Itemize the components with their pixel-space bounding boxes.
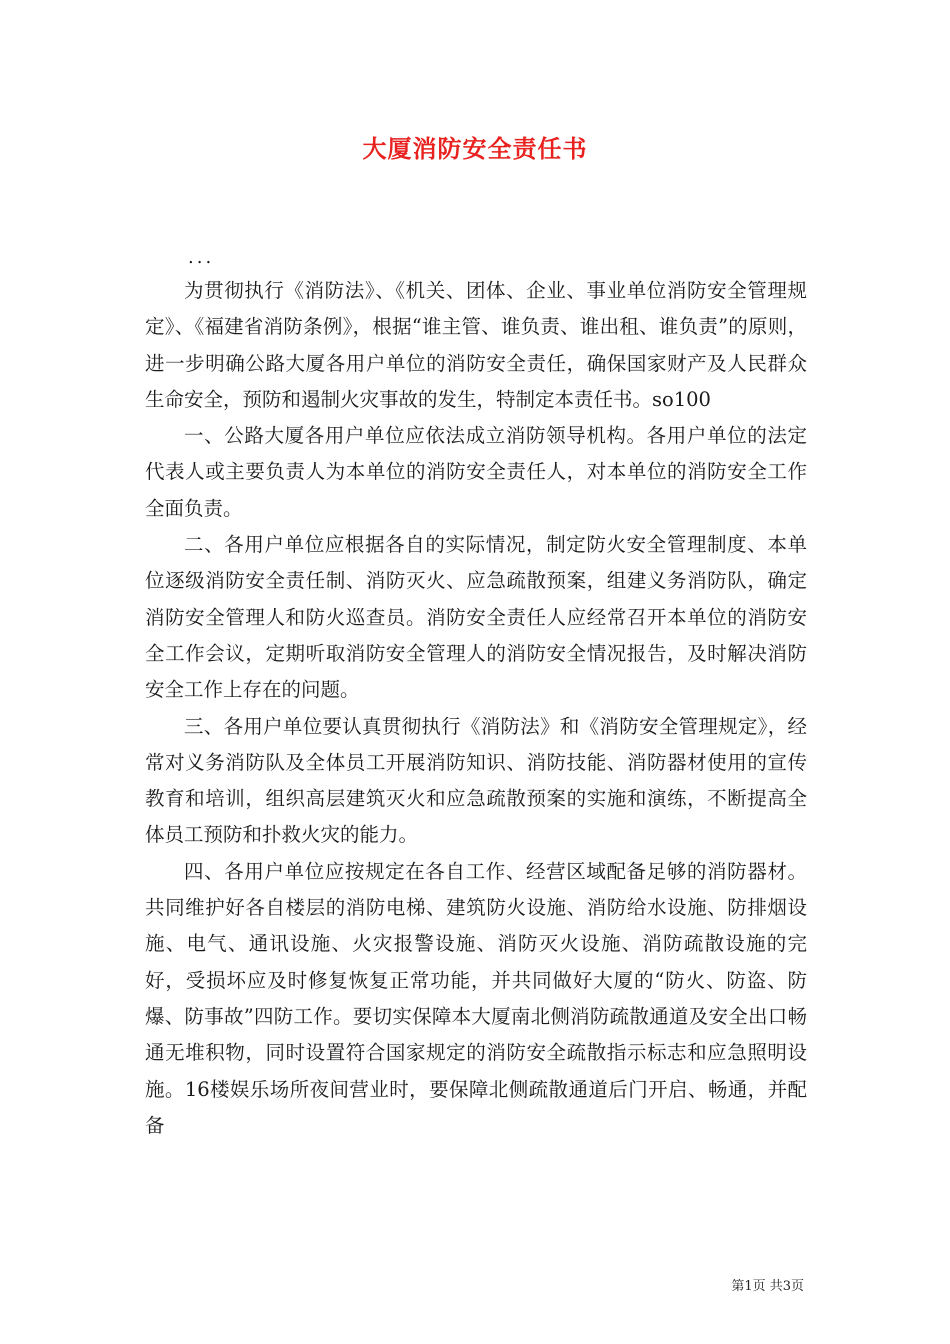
- document-title: 大厦消防安全责任书: [362, 134, 588, 163]
- ellipsis-marker: ...: [188, 247, 215, 268]
- clause-paragraph-4: 四、各用户单位应按规定在各自工作、经营区域配备足够的消防器材。共同维护好各自楼层的消防电梯、建筑防火设施、消防给水设施、防排烟设施、电气、通讯设施、火灾报警设施、消防灭火设施、消防疏散设施的完好，受损坏应及时修复恢复正常功能，并共同做好大厦的“防火、防盗、防爆、防事故”四防工作。要切实保障本大厦南北侧消防疏散通道及安全出口畅通无堆积物，同时设置符合国家规定的消防安全疏散指示标志和应急照明设施。16楼娱乐场所夜间营业时，要保障北侧疏散通道后门开启、畅通，并配备: [145, 859, 807, 1137]
- clause-paragraph-2: 二、各用户单位应根据各自的实际情况，制定防火安全管理制度、本单位逐级消防安全责任制、消防灭火、应急疏散预案，组建义务消防队，确定消防安全管理人和防火巡查员。消防安全责任人应经常召开本单位的消防安全工作会议，定期听取消防安全管理人的消防安全情况报告，及时解决消防安全工作上存在的问题。: [145, 533, 807, 702]
- clause-paragraph-3: 三、各用户单位要认真贯彻执行《消防法》和《消防安全管理规定》，经常对义务消防队及全体员工开展消防知识、消防技能、消防器材使用的宣传教育和培训，组织高层建筑灭火和应急疏散预案的实施和演练，不断提高全体员工预防和扑救火灾的能力。: [145, 714, 807, 847]
- clause-paragraph-1: 一、公路大厦各用户单位应依法成立消防领导机构。各用户单位的法定代表人或主要负责人为本单位的消防安全责任人，对本单位的消防安全工作全面负责。: [145, 424, 807, 520]
- document-body: [145, 273, 807, 1144]
- page-number: 第1页 共3页: [731, 1279, 804, 1294]
- intro-paragraph: 为贯彻执行《消防法》、《机关、团体、企业、事业单位消防安全管理规定》、《福建省消防条例》，根据“谁主管、谁负责、谁出租、谁负责”的原则，进一步明确公路大厦各用户单位的消防安全责任，确保国家财产及人民群众生命安全，预防和遏制火灾事故的发生，特制定本责任书。so100: [145, 279, 807, 411]
